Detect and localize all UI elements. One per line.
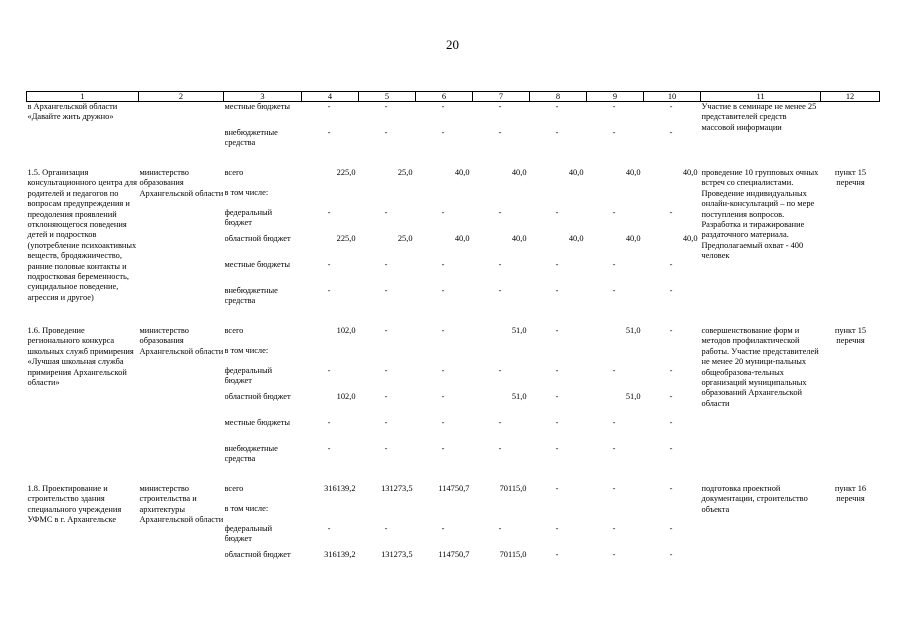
amount-value: - (555, 524, 559, 533)
column-header: 11 (701, 92, 821, 102)
column-header: 4 (302, 92, 359, 102)
funding-source-cell (224, 168, 302, 312)
amount-cell (416, 484, 473, 576)
executor-cell: министерство образования Архангельской области (139, 326, 224, 356)
reference-cell (821, 102, 880, 155)
amount-cell (530, 326, 587, 470)
amount-value: - (384, 286, 388, 295)
amount-value (588, 188, 644, 208)
funding-source-label: федеральный бюджет (224, 366, 273, 386)
amount-value: - (384, 260, 388, 269)
amount-value: 40,0 (568, 234, 584, 243)
amount-value: - (441, 366, 445, 375)
amount-value: - (498, 524, 502, 533)
amount-value: 102,0 (336, 392, 356, 401)
amount-value: - (384, 326, 388, 335)
amount-value: 40,0 (682, 168, 698, 177)
amount-cell (416, 326, 473, 470)
amount-value: 25,0 (397, 234, 413, 243)
activity-name-cell: 1.8. Проектирование и строительство здания специального учреждения УФМС в г. Архангельске (27, 484, 122, 525)
expected-result-cell: Участие в семинаре не менее 25 представителей средств массовой информации (701, 102, 817, 132)
amount-value: 51,0 (625, 392, 641, 401)
funding-source-cell (224, 102, 302, 155)
amount-value: - (327, 208, 331, 217)
amount-value: 70115,0 (499, 484, 527, 493)
amount-cell (587, 102, 644, 155)
amount-value: - (441, 392, 445, 401)
page-number: 20 (446, 37, 459, 52)
amount-value: - (555, 550, 559, 559)
expected-result-cell: подготовка проектной документации, строительство объекта (701, 484, 808, 514)
funding-source-label: внебюджетные средства (224, 444, 278, 464)
amount-value: - (669, 392, 673, 401)
activity-name-cell: 1.5. Организация консультационного центра для родителей и педагогов по вопросам предупреждения и преодоления проявлений отклоняющегося поведения детей и подростков (употребление психоактивных веществ, бродяжничество, ранние половые контакты и подростковая беременность, суицидальное поведение, агрессия и другое) (27, 168, 137, 302)
amount-cell (302, 326, 359, 470)
amount-cell (473, 484, 530, 576)
amount-value: - (384, 418, 388, 427)
amount-value: - (384, 208, 388, 217)
amount-value: - (384, 444, 388, 453)
amount-value: - (555, 418, 559, 427)
amount-value: - (441, 444, 445, 453)
column-header: 2 (139, 92, 224, 102)
amount-cell (473, 102, 530, 155)
table-body (27, 102, 880, 577)
amount-value: - (555, 208, 559, 217)
table-row (27, 102, 880, 155)
amount-cell (530, 484, 587, 576)
amount-value: 131273,5 (381, 550, 413, 559)
reference-cell: пункт 15 перечня (834, 168, 867, 188)
amount-value: - (669, 444, 673, 453)
amount-value: - (327, 444, 331, 453)
amount-value: - (441, 418, 445, 427)
amount-value: - (669, 418, 673, 427)
amount-cell (359, 102, 416, 155)
amount-value: - (441, 260, 445, 269)
amount-value (474, 188, 530, 208)
amount-value: 131273,5 (381, 484, 413, 493)
amount-value: - (498, 444, 502, 453)
column-header: 9 (587, 92, 644, 102)
amount-value: - (555, 102, 559, 111)
amount-value: - (612, 286, 616, 295)
amount-value: - (612, 208, 616, 217)
amount-value (303, 346, 359, 366)
header-row (27, 92, 880, 102)
amount-value: - (612, 366, 616, 375)
amount-cell (644, 168, 701, 312)
amount-value: - (498, 286, 502, 295)
amount-value: - (555, 128, 559, 137)
amount-value: - (384, 524, 388, 533)
amount-value: - (555, 286, 559, 295)
amount-cell (644, 326, 701, 470)
row-spacer (27, 154, 880, 168)
amount-cell (587, 484, 644, 576)
amount-value: - (441, 102, 445, 111)
column-header: 6 (416, 92, 473, 102)
amount-cell (473, 168, 530, 312)
amount-value (531, 188, 587, 208)
column-header: 1 (27, 92, 139, 102)
amount-value: - (327, 128, 331, 137)
amount-value: 40,0 (568, 168, 584, 177)
amount-value: - (441, 326, 445, 335)
amount-value (645, 346, 701, 366)
amount-value: - (555, 444, 559, 453)
funding-source-label: федеральный бюджет (224, 524, 273, 544)
amount-value: - (612, 128, 616, 137)
amount-value: 40,0 (625, 234, 641, 243)
table-row (27, 484, 880, 576)
amount-value: - (498, 418, 502, 427)
amount-value: - (612, 550, 616, 559)
executor-cell (139, 102, 224, 155)
column-header: 8 (530, 92, 587, 102)
amount-value: 225,0 (336, 234, 356, 243)
amount-value: - (669, 286, 673, 295)
amount-cell (644, 484, 701, 576)
funding-source-label: в том числе: (224, 504, 269, 513)
column-header: 12 (821, 92, 880, 102)
funding-source-label: всего (224, 484, 244, 493)
amount-value: - (441, 286, 445, 295)
amount-value: - (612, 484, 616, 493)
amount-value: 225,0 (336, 168, 356, 177)
amount-cell (302, 168, 359, 312)
amount-value: - (612, 524, 616, 533)
column-header: 7 (473, 92, 530, 102)
amount-value: - (555, 366, 559, 375)
amount-value (474, 504, 530, 524)
amount-cell (530, 168, 587, 312)
funding-source-label: в том числе: (224, 188, 269, 197)
funding-source-label: внебюджетные средства (224, 286, 278, 306)
amount-cell (302, 102, 359, 155)
amount-value: - (612, 444, 616, 453)
amount-value: - (384, 128, 388, 137)
amount-value: - (669, 260, 673, 269)
amount-value: - (498, 366, 502, 375)
amount-cell (359, 168, 416, 312)
amount-value: 51,0 (625, 326, 641, 335)
amount-value (360, 504, 416, 524)
amount-value (417, 346, 473, 366)
amount-value: - (555, 260, 559, 269)
amount-value: - (441, 128, 445, 137)
amount-value: - (612, 418, 616, 427)
amount-value: - (441, 524, 445, 533)
amount-value: - (612, 102, 616, 111)
amount-value (303, 504, 359, 524)
amount-value: 40,0 (454, 234, 470, 243)
amount-value: - (669, 366, 673, 375)
amount-value (417, 504, 473, 524)
amount-value (303, 188, 359, 208)
funding-source-label: внебюджетные средства (224, 128, 278, 148)
amount-cell (587, 326, 644, 470)
amount-value: - (498, 102, 502, 111)
funding-source-label: всего (224, 326, 244, 335)
amount-value: 25,0 (397, 168, 413, 177)
amount-value: - (498, 208, 502, 217)
funding-source-label: местные бюджеты (224, 102, 291, 111)
amount-value: 40,0 (511, 234, 527, 243)
amount-value (531, 504, 587, 524)
amount-value: - (327, 102, 331, 111)
amount-value: - (669, 524, 673, 533)
row-spacer (27, 470, 880, 484)
amount-value: 40,0 (454, 168, 470, 177)
expected-result-cell: проведение 10 групповых очных встреч со специалистами. Проведение индивидуальных онлайн-консультаций – по мере поступления вопросов. Разработка и тиражирование раздаточного материала. Предполагаемый охват - 400 человек (701, 168, 819, 261)
amount-value: - (327, 418, 331, 427)
table-row (27, 168, 880, 312)
amount-value: - (612, 260, 616, 269)
amount-cell (473, 326, 530, 470)
amount-value: 114750,7 (438, 484, 470, 493)
amount-value: 40,0 (682, 234, 698, 243)
expected-result-cell: совершенствование форм и методов профилактической работы. Участие представителей не менее 20 муници-пальных общеобразова-тельных организаций муниципальных образований Архангельской области (701, 326, 819, 408)
amount-cell (416, 102, 473, 155)
amount-cell (302, 484, 359, 576)
amount-value: - (384, 102, 388, 111)
amount-value (588, 504, 644, 524)
funding-source-label: федеральный бюджет (224, 208, 273, 228)
amount-value: 114750,7 (438, 550, 470, 559)
amount-value: - (669, 550, 673, 559)
amount-value: 316139,2 (324, 550, 356, 559)
amount-value: - (498, 128, 502, 137)
amount-value: - (669, 208, 673, 217)
executor-cell: министерство образования Архангельской области (139, 168, 224, 198)
column-header: 3 (224, 92, 302, 102)
row-spacer (27, 312, 880, 326)
executor-cell: министерство строительства и архитектуры Архангельской области (139, 484, 224, 525)
amount-value: - (669, 102, 673, 111)
amount-value (645, 188, 701, 208)
amount-value (474, 346, 530, 366)
amount-value: - (441, 208, 445, 217)
amount-value: 51,0 (511, 326, 527, 335)
amount-value: - (555, 326, 559, 335)
column-header: 5 (359, 92, 416, 102)
amount-value: - (327, 524, 331, 533)
amount-value: - (669, 128, 673, 137)
amount-cell (644, 102, 701, 155)
reference-cell: пункт 15 перечня (834, 326, 867, 346)
amount-value: 70115,0 (499, 550, 527, 559)
funding-source-label: всего (224, 168, 244, 177)
amount-value: - (669, 326, 673, 335)
amount-cell (359, 326, 416, 470)
amount-value: 51,0 (511, 392, 527, 401)
amount-cell (416, 168, 473, 312)
activity-name-cell: 1.6. Проведение регионального конкурса школьных служб примирения «Лучшая школьная служба примирения Архангельской области» (27, 326, 134, 388)
amount-value: - (669, 484, 673, 493)
amount-value (417, 188, 473, 208)
amount-value: - (555, 484, 559, 493)
funding-source-cell (224, 484, 302, 576)
amount-value (360, 188, 416, 208)
amount-value (645, 504, 701, 524)
amount-value: - (384, 392, 388, 401)
amount-value: - (498, 260, 502, 269)
funding-source-label: местные бюджеты (224, 418, 291, 427)
reference-cell: пункт 16 перечня (834, 484, 867, 504)
column-header: 10 (644, 92, 701, 102)
amount-value: - (327, 286, 331, 295)
program-table (26, 91, 880, 576)
funding-source-label: областной бюджет (224, 392, 291, 401)
funding-source-label: областной бюджет (224, 234, 291, 243)
funding-source-label: областной бюджет (224, 550, 291, 559)
amount-value: - (384, 366, 388, 375)
amount-value (588, 346, 644, 366)
table-row (27, 326, 880, 470)
amount-value: 40,0 (625, 168, 641, 177)
amount-value: 40,0 (511, 168, 527, 177)
amount-value (360, 346, 416, 366)
amount-cell (530, 102, 587, 155)
amount-cell (359, 484, 416, 576)
amount-value: 102,0 (336, 326, 356, 335)
amount-value: - (327, 260, 331, 269)
activity-name-cell: в Архангельской области «Давайте жить дружно» (27, 102, 118, 122)
amount-value: - (555, 392, 559, 401)
funding-source-label: местные бюджеты (224, 260, 291, 269)
amount-cell (587, 168, 644, 312)
funding-source-cell (224, 326, 302, 470)
amount-value: 316139,2 (324, 484, 356, 493)
amount-value: - (327, 366, 331, 375)
amount-value (531, 346, 587, 366)
funding-source-label: в том числе: (224, 346, 269, 355)
